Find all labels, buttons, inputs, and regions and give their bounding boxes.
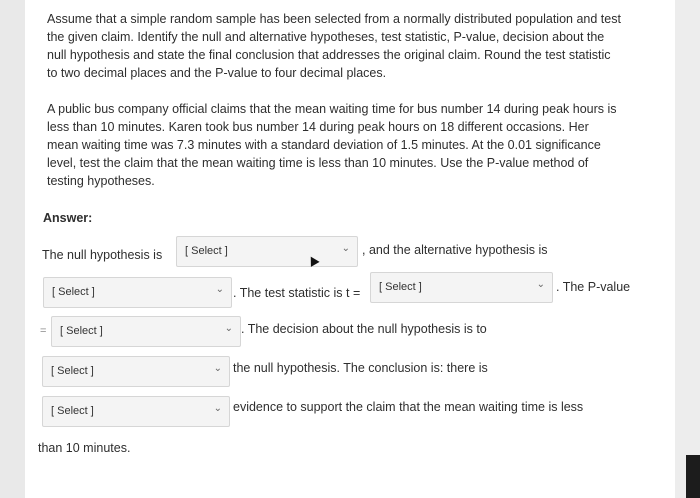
null-hypothesis-text: The null hypothesis is (42, 248, 163, 262)
alternative-hypothesis-select[interactable] (43, 277, 232, 308)
p-value-select[interactable] (51, 316, 241, 347)
equals-mark: = (40, 325, 47, 337)
evidence-select-label: [ Select ] (51, 405, 94, 417)
page-edge (675, 0, 700, 498)
problem-text: A public bus company official claims that the mean waiting time for bus number 14 during peak hours is less than 10 minutes. Karen took bus number 14 during peak hours on 18 different occasions. Her mean waiting time was 7.3 minutes with a standard deviation of 1.5 minutes. At the 0.01 significance level, test the claim that the mean waiting time is less than 10 minutes. Use the P-value method of testing hypotheses. (47, 102, 617, 188)
answer-label: Answer: (43, 211, 93, 225)
null-hypothesis-select-label: [ Select ] (185, 245, 228, 257)
evidence-text: evidence to support the claim that the mean waiting time is less (233, 400, 584, 414)
test-statistic-text: . The test statistic is t = (233, 286, 361, 300)
test-statistic-select[interactable] (370, 272, 553, 303)
p-value-text: . The P-value (556, 280, 631, 294)
null-hypothesis-select[interactable] (176, 236, 358, 267)
chevron-down-icon: ⌄ (224, 323, 233, 334)
chevron-down-icon: ⌄ (213, 403, 222, 414)
conclusion-end-text: than 10 minutes. (38, 441, 131, 455)
evidence-select[interactable] (42, 396, 230, 427)
decision-select[interactable] (42, 356, 230, 387)
window-corner (686, 455, 700, 498)
alternative-hypothesis-select-label: [ Select ] (52, 286, 95, 298)
instructions-text: Assume that a simple random sample has been selected from a normally distributed population and test the given claim. Identify the null and alternative hypotheses, test statistic, P-value, decision about the null hypothesis and state the final conclusion that addresses the original claim. Round the test statistic to two decimal places and the P-value to four decimal places. (47, 12, 621, 80)
decision-text: . The decision about the null hypothesis is to (241, 322, 487, 336)
null-conclusion-text: the null hypothesis. The conclusion is: there is (233, 361, 488, 375)
p-value-select-label: [ Select ] (60, 325, 103, 337)
decision-select-label: [ Select ] (51, 365, 94, 377)
chevron-down-icon: ⌄ (215, 284, 224, 295)
chevron-down-icon: ⌄ (341, 243, 350, 254)
test-statistic-select-label: [ Select ] (379, 281, 422, 293)
alternative-hypothesis-text: , and the alternative hypothesis is (362, 243, 548, 257)
chevron-down-icon: ⌄ (536, 279, 545, 290)
chevron-down-icon: ⌄ (213, 363, 222, 374)
